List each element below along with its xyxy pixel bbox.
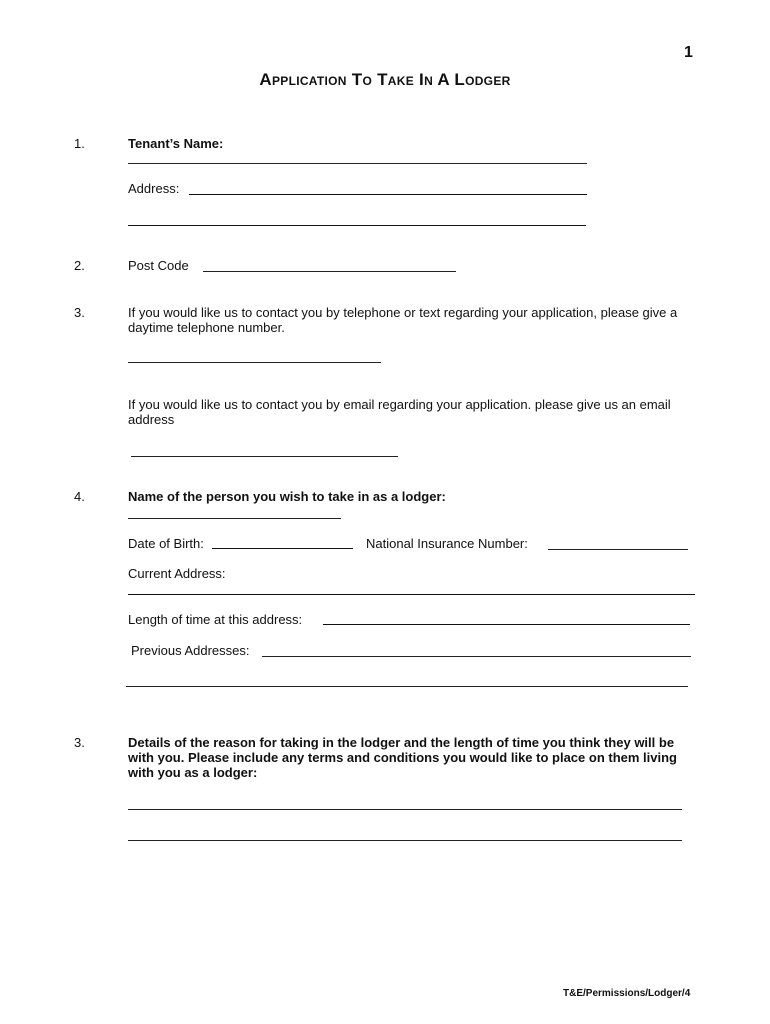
section-3-number: 3. bbox=[74, 305, 85, 320]
lodger-name-field[interactable] bbox=[128, 518, 341, 519]
phone-field[interactable] bbox=[128, 362, 381, 363]
address-field-2[interactable] bbox=[128, 225, 586, 226]
reason-details-field-2[interactable] bbox=[128, 840, 682, 841]
page-title: Application To Take In A Lodger bbox=[259, 70, 511, 89]
reason-details-label: Details of the reason for taking in the lodger and the length of time you think they will be with you. Please include any terms and conditions you would like to place on them living with you as a lodger: bbox=[128, 735, 677, 780]
post-code-field[interactable] bbox=[203, 271, 456, 272]
tenant-name-label: Tenant’s Name: bbox=[128, 136, 224, 151]
phone-instructions: If you would like us to contact you by telephone or text regarding your application, please give a daytime telephone number. bbox=[128, 305, 678, 335]
ni-number-label: National Insurance Number: bbox=[366, 536, 528, 551]
address-field-1[interactable] bbox=[189, 194, 587, 195]
ni-number-field[interactable] bbox=[548, 549, 688, 550]
current-address-field[interactable] bbox=[128, 594, 695, 595]
email-instructions: If you would like us to contact you by email regarding your application. please give us an email address bbox=[128, 397, 671, 427]
length-at-address-field[interactable] bbox=[323, 624, 690, 625]
section-1-number: 1. bbox=[74, 136, 85, 151]
previous-addresses-field-1[interactable] bbox=[262, 656, 691, 657]
section-5-number: 3. bbox=[74, 735, 85, 750]
length-at-address-label: Length of time at this address: bbox=[128, 612, 303, 627]
previous-addresses-label: Previous Addresses: bbox=[131, 643, 250, 658]
page-number: 1 bbox=[684, 44, 693, 61]
previous-addresses-field-2[interactable] bbox=[126, 686, 688, 687]
document-reference: T&E/Permissions/Lodger/4 bbox=[563, 988, 691, 999]
lodger-name-label: Name of the person you wish to take in as a lodger: bbox=[128, 489, 446, 504]
dob-field[interactable] bbox=[212, 548, 353, 549]
tenant-name-field[interactable] bbox=[128, 163, 587, 164]
section-2-number: 2. bbox=[74, 258, 85, 273]
email-field[interactable] bbox=[131, 456, 398, 457]
post-code-label: Post Code bbox=[128, 258, 189, 273]
reason-details-field-1[interactable] bbox=[128, 809, 682, 810]
section-4-number: 4. bbox=[74, 489, 85, 504]
dob-label: Date of Birth: bbox=[128, 536, 204, 551]
current-address-label: Current Address: bbox=[128, 566, 226, 581]
address-label: Address: bbox=[128, 181, 180, 196]
